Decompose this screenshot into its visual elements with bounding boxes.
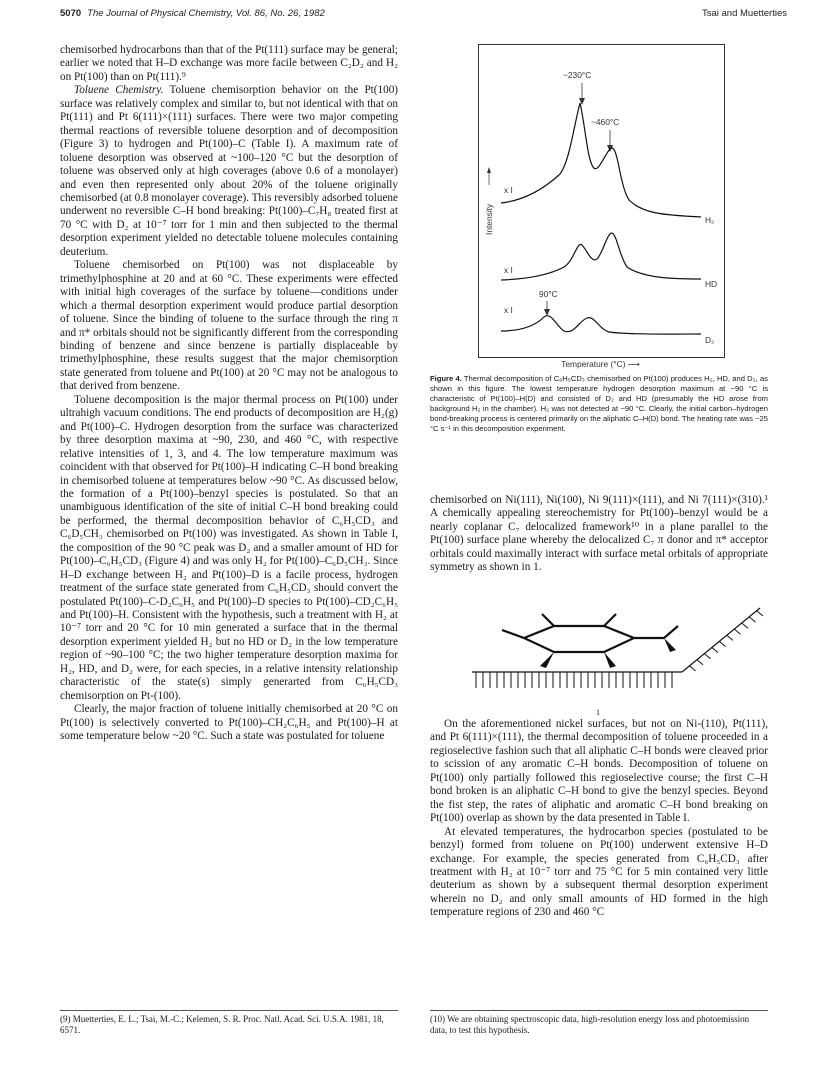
trace-label-h2: H₂ xyxy=(705,215,715,225)
scale-h2: x I xyxy=(504,185,513,195)
footnote-rule xyxy=(60,1010,398,1011)
paragraph: Toluene chemisorbed on Pt(100) was not displaceable by trimethylphosphine at 20 and at 60 °C. These experiments were effected with initial high coverages of the surface by toluene—conditions under which a thermal desorption experiment would produce partial desorption of toluene. Since the binding of toluene to the surface through the ring π and π* orbitals should not be significantly different from the corresponding binding of benzene and since benzene is partially displaceable by trimethylphosphine, these results suggest that the major chemisorption state generated from toluene and Pt(100) at 20 °C may not be analogous to that derived from benzene. xyxy=(60,259,398,393)
trace-label-hd: HD xyxy=(705,279,718,289)
footnote-text: (9) Muetterties, E. L.; Tsai, M.-C.; Kelemen, S. R. Proc. Natl. Acad. Sci. U.S.A. 1981, 18, 6571. xyxy=(60,1014,384,1035)
header-left xyxy=(60,8,325,19)
benzyl-framework xyxy=(502,614,678,652)
hatch-line xyxy=(742,623,748,628)
right-column xyxy=(430,494,768,575)
hatch-line xyxy=(720,642,726,647)
arrow-head xyxy=(544,309,550,316)
d2-trace xyxy=(501,316,701,334)
hatch-line xyxy=(757,611,763,616)
figure-4-plot xyxy=(478,44,725,358)
surface-hatching xyxy=(476,611,763,688)
scale-d2: x I xyxy=(504,305,513,315)
hatch-line xyxy=(727,635,733,640)
caption-label: Figure 4. xyxy=(430,374,462,383)
footnote-10 xyxy=(430,1010,768,1036)
hatch-line xyxy=(697,660,703,665)
figure-caption xyxy=(430,374,768,434)
peak-label-230: ~230°C xyxy=(563,70,592,80)
paragraph: chemisorbed on Ni(111), Ni(100), Ni 9(111)×(111), and Ni 7(111)×(310).¹ A chemically appealing stereochemistry for Pt(100)–benzyl would be a nearly coplanar C₇ delocalized framework¹⁰ in a plane parallel to the Pt(100) surface plane whereby the delocalized C₇ π donor and π* acceptor orbitals could maximally interact with surface metal orbitals of appropriate symmetry as shown in 1. xyxy=(430,494,768,574)
trace-label-d2: D₂ xyxy=(705,335,715,345)
hatch-line xyxy=(750,617,756,622)
x-axis-label: Temperature (°C) ⟶ xyxy=(561,359,640,369)
benzyl-structure-diagram xyxy=(464,606,764,706)
paragraph-text: Toluene chemisorption behavior on the Pt(100) surface was relatively complex and similar to, but not identical with that on Pt(111) and Pt 6(111)×(111) surfaces. There were two major competing thermal reactions of reversible toluene desorption and of decomposition (Figure 3) to hydrogen and Pt(100)–C (Table I). A maximum rate of toluene desorption was observed at ~100–120 °C but the desorption of toluene was observed only at high coverages (above 0.6 of a monolayer) and even then represented only about 20% of the toluene originally chemisorbed (at 0.8 monolayer coverage). This reversibly adsorbed toluene underwent no reversible C–H bond breaking: Pt(100)–C₇H₈ treated first at 70 °C with D₂ at 10⁻⁷ torr for 1 min and then subjected to the thermal desorption experiment yielded no detectable toluene molecules containing deuterium. xyxy=(60,84,399,258)
header-authors: Tsai and Muetterties xyxy=(701,8,787,19)
footnote-rule xyxy=(430,1010,768,1011)
scale-hd: x I xyxy=(504,265,513,275)
section-heading: Toluene Chemistry. xyxy=(74,84,164,97)
paragraph: chemisorbed hydrocarbons than that of the Pt(111) surface may be general; earlier we noted that H–D exchange was more facile between C₂D₂ and H₂ on Pt(100) than on Pt(111).⁹ xyxy=(60,44,398,83)
desorption-spectra xyxy=(479,45,724,357)
surface-plane xyxy=(472,608,760,672)
paragraph: Clearly, the major fraction of toluene initially chemisorbed at 20 °C on Pt(100) is selectively converted to Pt(100)–CH₂C₆H₅ and Pt(100)–H at some temperature below ~20 °C. Such a state was postulated for toluene xyxy=(60,703,398,743)
arrow-head xyxy=(487,167,491,173)
paragraph: Toluene decomposition is the major thermal process on Pt(100) under ultrahigh vacuum conditions. The end products of decomposition are H₂(g) and Pt(100)–C. Hydrogen desorption from the surface was characterized by three desorption maxima at ~90, 230, and 460 °C, with respective relative intensities of 1, 3, and 4. The low temperature maximum was coincident with that observed for Pt(100)–H indicating C–H bond breaking in chemisorbed toluene at temperatures below ~90 °C. As discussed below, the formation of a Pt(100)–benzyl species is postulated. So that an unambiguous identification of the site of initial C–H bond breaking could be performed, the thermal decomposition behavior of C₆H₅CD₃ and C₆D₅CH₃ chemisorbed on Pt(100) was investigated. As shown in Table I, the composition of the 90 °C peak was D₂ and a smaller amount of HD for Pt(100)–C₆H₅CD₃ (Figure 4) and was only H₂ for Pt(100)–C₆D₅CH₃. Since H–D exchange between H₂ and Pt(100)–D is a facile process, hydrogen treatment of the surface state generated from C₆H₅CD₃ should convert the postulated Pt(100)–C-D₂C₆H₅ and Pt(100)–D species to Pt(100)–CD₂C₆H₅ and Pt(100)–H. Consistent with the hypothesis, such a treatment with H₂ at 10⁻⁷ torr and 20 °C for 10 min generated a surface that in the thermal desorption experiment yielded H₂ but no HD or D₂ in the low temperature region of ~90–100 °C; the two higher temperature desorption maxima for H₂, HD, and D₂ were, for each species, in a relative intensity relationship characteristic of the state(s) simply generarted from C₆H₅CD₃ chemisorption on Pt-(100). xyxy=(60,393,398,702)
page-number: 5070 xyxy=(60,8,82,19)
y-axis-label: Intensity xyxy=(484,203,494,235)
right-column-continued xyxy=(430,718,768,920)
peak-label-460: ~460°C xyxy=(591,117,620,127)
hatch-line xyxy=(690,666,696,671)
hatch-line xyxy=(705,654,711,659)
footnote-9 xyxy=(60,1010,398,1036)
peak-label-90: 90°C xyxy=(539,289,558,299)
paragraph: On the aforementioned nickel surfaces, but not on Ni-(110), Pt(111), and Pt 6(111)×(111), the thermal decomposition of toluene proceeded in a regioselective fashion such that all aliphatic C–H bonds were cleaved prior to scission of any aromatic C–H bonds. Decomposition of toluene on Pt(100) only partially followed this regioselective course; the first C–H bond broken is an aliphatic C–H bond to give the benzyl species. Beyond the fist step, the rates of aliphatic and aromatic C–H bond breaking on Pt(100) overlap as shown by the data presented in Table I. xyxy=(430,718,768,825)
hatch-line xyxy=(735,629,741,634)
paragraph xyxy=(60,84,398,259)
journal-citation: The Journal of Physical Chemistry, Vol. 86, No. 26, 1982 xyxy=(87,8,325,19)
paragraph: At elevated temperatures, the hydrocarbon species (postulated to be benzyl) formed from toluene on Pt(100) underwent extensive H–D exchange. For example, the species generated from C₆H₅CD₃ after treatment with H₂ at 10⁻⁷ torr and 75 °C for 5 min contained very little deuterium as shown by a subsequent thermal desorption experiment wherein no D₂ and only small amounts of HD formed in the high temperature regions of 230 and 460 °C xyxy=(430,825,768,919)
left-column xyxy=(60,44,398,744)
caption-text: Thermal decomposition of C₆H₅CD₃ chemisorbed on Pt(100) produces H₂, HD, and D₂, as shown in this figure. The lowest temperature hydrogen desorption maximum at ~90 °C is characteristic of Pt(100)–H(D) and consisted of D₂ and HD (presumably the HD arose from background H₂ in the chamber). H₂ was not detected at ~90 °C. Clearly, the initial carbon–hydrogen bond-breaking process is centered primarily on the aliphatic C–H(D) bond. The heating rate was ~25 °C s⁻¹ in this decomposition experiment. xyxy=(430,374,768,433)
hd-trace xyxy=(501,233,701,280)
hatch-line xyxy=(712,648,718,653)
footnote-text: (10) We are obtaining spectroscopic data, high-resolution energy loss and photoemission data, to test this hypothesis. xyxy=(430,1014,750,1035)
structure-number: 1 xyxy=(596,708,600,717)
